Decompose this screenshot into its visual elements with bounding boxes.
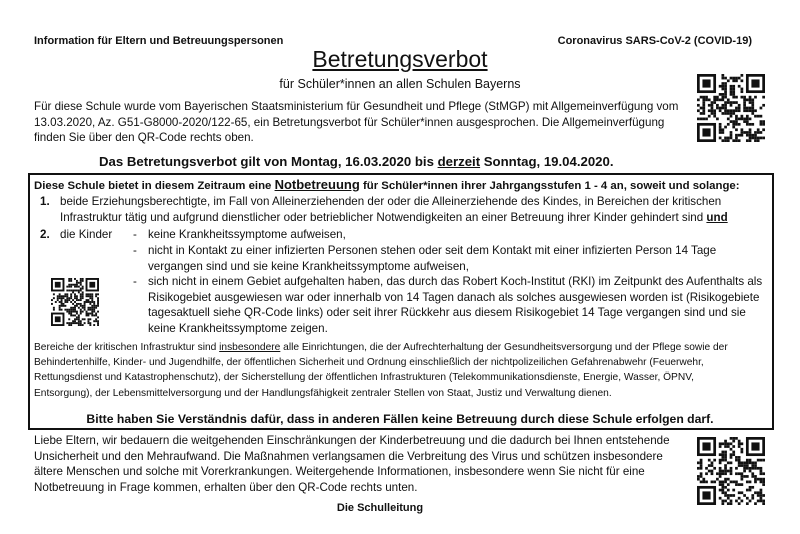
outro-paragraph: [34, 433, 684, 495]
intro-line: Für diese Schule wurde vom Bayerischen Staatsministerium für Gesundheit und Pflege (StMGP) mit Allgemeinverfügung vom: [34, 100, 679, 113]
infra-text: Bereiche der kritischen Infrastruktur sind: [34, 342, 220, 353]
infra-line: Entsorgung), der Lebensmittelversorgung und der Handlungsfähigkeit zentraler Stellen von Staat, Justiz und Verwaltung dienen.: [34, 387, 612, 399]
item1-line: beide Erziehungsberechtigte, im Fall von Alleinerziehenden der oder die Alleinerziehende des Kindes, in Bereichen der kritischen: [60, 195, 722, 208]
condition-line: Risikogebiet ausgewiesen war oder innerhalb von 14 Tagen danach als solches ausgewiesen worden ist (Risikogebiete: [148, 290, 760, 304]
closing-statement: Bitte haben Sie Verständnis dafür, dass in anderen Fällen keine Betreuung durch diese Schule erfolgen darf.: [86, 412, 714, 426]
condition-line: keine Krankheitssymptome zeigen.: [148, 321, 328, 335]
item1-number: 1.: [40, 195, 50, 208]
condition-3: [148, 274, 770, 336]
item1-line: Infrastruktur tätig und aufgrund dienstlicher oder betrieblicher Notwendigkeiten an einer Betreuung ihrer Kinder gehindert sind: [60, 210, 707, 224]
box-lead: [34, 177, 740, 192]
item2-number: 2.: [40, 228, 50, 241]
validity-text-end: Sonntag, 19.04.2020.: [480, 154, 614, 169]
infra-line: Rettungsdienst und Katastrophenschutz), der Sicherstellung der öffentlichen Infrastrukturen (Telekommunikationsdienste, Energie, Wasser, ÖPNV,: [34, 372, 694, 384]
item1-und: und: [706, 210, 728, 224]
condition-2: [148, 243, 768, 274]
validity-statement: [99, 154, 614, 169]
page-title: Betretungsverbot: [312, 46, 488, 72]
qr-code-allgemeinverfuegung-icon[interactable]: [697, 74, 765, 142]
condition-line: nicht in Kontakt zu einer infizierten Personen stehen oder seit dem Kontakt mit einer infizierten Person 14 Tage: [148, 244, 717, 257]
signature: Die Schulleitung: [336, 502, 424, 514]
validity-emphasis: derzeit: [437, 154, 481, 169]
intro-line: 13.03.2020, Az. G51-G8000-2020/122-65, ein Betretungsverbot für Schüler*innen ausgesprochen. Die Allgemeinverfügung: [34, 115, 665, 129]
qr-code-risikogebiete-icon[interactable]: [51, 278, 99, 326]
infra-line: Behindertenhilfe, Kinder- und Jugendhilfe, der öffentlichen Sicherheit und Ordnung einschließlich der nichtpolizeilichen Gefahrenabwehr (Feuerwehr,: [34, 357, 704, 369]
infra-text-end: alle Einrichtungen, die der Aufrechterhaltung der Gesundheitsversorgung und der Pflege sowie der: [280, 342, 728, 353]
dash: -: [133, 275, 137, 288]
validity-text: Das Betretungsverbot gilt von Montag, 16.03.2020 bis: [99, 154, 438, 169]
header-left: Information für Eltern und Betreuungspersonen: [34, 35, 284, 47]
box-lead-text-end: für Schüler*innen ihrer Jahrgangsstufen 1 - 4 an, soweit und solange:: [359, 180, 740, 192]
condition-1: keine Krankheitssymptome aufweisen,: [148, 228, 346, 241]
dash: -: [133, 244, 137, 257]
intro-paragraph: [34, 99, 694, 146]
condition-line: tagesaktuell siehe QR-Code links) oder seit ihrer Rückkehr aus diesem Risikogebiet 14 Tage vergangen sind und sie: [148, 306, 746, 319]
header-right: Coronavirus SARS-CoV-2 (COVID-19): [557, 35, 752, 47]
infra-emphasis: insbesondere: [219, 342, 281, 353]
infrastructure-paragraph: [34, 340, 774, 401]
box-lead-emphasis: Notbetreuung: [274, 177, 360, 192]
condition-line: vergangen sind und sie keine Krankheitssymptome aufweisen,: [148, 259, 469, 273]
outro-line: ältere Menschen und solche mit Vorerkrankungen. Weitergehende Informationen, insbesondere wenn Sie nicht für eine: [34, 465, 645, 478]
item2-label: die Kinder: [60, 228, 113, 241]
box-lead-text: Diese Schule bietet in diesem Zeitraum eine: [34, 180, 275, 192]
item1-text: [60, 194, 768, 225]
qr-code-informationen-icon[interactable]: [697, 437, 765, 505]
outro-line: Liebe Eltern, wir bedauern die weitgehenden Einschränkungen der Kinderbetreuung und die dadurch bei Ihnen entstehende: [34, 434, 670, 447]
outro-line: Unsicherheit und den Mehraufwand. Die Maßnahmen verlangsamen die Verbreitung des Virus und schützen insbesondere: [34, 449, 663, 463]
condition-line: sich nicht in einem Gebiet aufgehalten haben, das durch das Robert Koch-Institut (RKI) im Zeitpunkt des Aufenthalts als: [148, 275, 763, 288]
page-subtitle: für Schüler*innen an allen Schulen Bayerns: [279, 77, 521, 91]
outro-line: Notbetreuung in Frage kommen, erhalten über den QR-Code rechts unten.: [34, 480, 418, 494]
intro-line: finden Sie über den QR-Code rechts oben.: [34, 131, 254, 144]
dash: -: [133, 228, 137, 241]
